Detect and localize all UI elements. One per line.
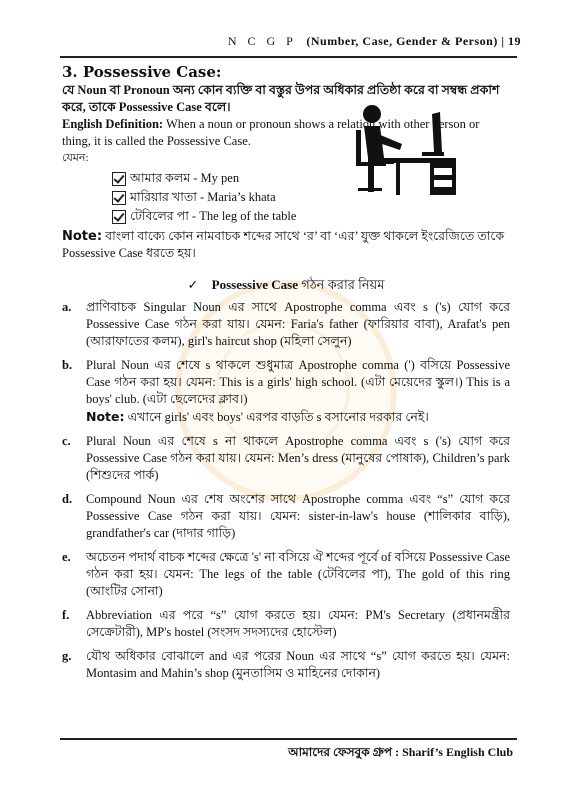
rules-heading-bn: গঠন করার নিয়ম bbox=[301, 277, 385, 292]
examples-label: যেমন: bbox=[62, 152, 89, 164]
note-text: বাংলা বাক্যে কোন নামবাচক শব্দের সাথে ‘র’ বা ‘এর’ যুক্ত থাকলে ইংরেজিতে তাকে Possessive Case ধরতে হয়। bbox=[62, 229, 505, 260]
example-text: মারিয়ার খাতা - Maria’s khata bbox=[130, 190, 276, 204]
en-definition-paragraph bbox=[62, 116, 510, 150]
checkmark-icon: ✓ bbox=[187, 277, 199, 292]
page-header bbox=[228, 34, 521, 49]
rule-letter: c. bbox=[62, 434, 71, 448]
content-area bbox=[62, 62, 510, 689]
rule-item bbox=[62, 648, 510, 682]
section-title: 3. Possessive Case: bbox=[62, 63, 222, 81]
rule-text: Plural Noun এর শেষে s না থাকলে Apostrophe comma এবং s ('s) যোগ করে Possessive Case গঠন করা যায়। যেমন: Men’s dress (মানুষের পোষাক), Children’s park (শিশুদের পার্ক) bbox=[86, 434, 510, 482]
checkbox-tick-icon bbox=[112, 210, 126, 224]
footer-rule bbox=[60, 738, 517, 740]
checkbox-tick-icon bbox=[112, 191, 126, 205]
rule-note-text: এখানে girls' এবং boys' এরপর বাড়তি s বসানোর দরকার নেই। bbox=[127, 410, 429, 424]
example-text: আমার কলম - My pen bbox=[130, 171, 240, 185]
example-item bbox=[112, 207, 510, 226]
rule-letter: d. bbox=[62, 492, 73, 506]
header-series: N C G P bbox=[227, 34, 297, 48]
page-footer: আমাদের ফেসবুক গ্রুপ : Sharif’s English Club bbox=[288, 745, 513, 759]
page-number: | 19 bbox=[501, 34, 521, 48]
bn-definition: যে Noun বা Pronoun অন্য কোন ব্যক্তি বা বস্তুর উপর অধিকার প্রতিষ্ঠা করে বা সম্বন্ধ প্রকাশ করে, তাকে Possessive Case বলে। bbox=[62, 83, 500, 114]
example-item bbox=[112, 169, 510, 188]
en-definition-text: When a noun or pronoun shows a relation with other person or thing, it is called the Possessive Case. bbox=[62, 117, 480, 148]
en-definition-label: English Definition: bbox=[62, 117, 164, 131]
rule-item bbox=[62, 607, 510, 641]
example-text: টেবিলের পা - The leg of the table bbox=[130, 209, 297, 223]
header-topic: (Number, Case, Gender & Person) bbox=[306, 34, 498, 48]
rule-text: যৌথ অধিকার বোঝালে and এর পরের Noun এর সাথে “s” যোগ করতে হয়। যেমন: Montasim and Mahin’s shop (মুনতাসিম ও মাহিনের দোকান) bbox=[86, 649, 510, 680]
example-list bbox=[112, 169, 510, 226]
example-item bbox=[112, 188, 510, 207]
note-label: Note: bbox=[62, 229, 103, 244]
rules-heading-en: Possessive Case bbox=[211, 277, 298, 292]
rule-note-label: Note: bbox=[86, 409, 125, 424]
rule-list bbox=[62, 299, 510, 682]
rule-letter: g. bbox=[62, 649, 72, 663]
rule-text: প্রাণিবাচক Singular Noun এর সাথে Apostrophe comma এবং s ('s) যোগ করে Possessive Case গঠন করা যায়। যেমন: Faria's father (ফারিয়ার বাবা), Arafat's pen (আরাফাতের কলম), girl's haircut shop (মহিলা সেলুন) bbox=[86, 300, 510, 348]
rule-letter: f. bbox=[62, 608, 70, 622]
rule-item bbox=[62, 491, 510, 542]
rule-item bbox=[62, 433, 510, 484]
checkbox-tick-icon bbox=[112, 172, 126, 186]
header-rule bbox=[60, 56, 517, 58]
rule-item bbox=[62, 299, 510, 350]
rule-letter: b. bbox=[62, 358, 73, 372]
rules-heading bbox=[62, 276, 510, 293]
rule-text: Plural Noun এর শেষে s থাকলে শুধুমাত্র Apostrophe comma (') বসিয়ে Possessive Case গঠন করা হয়। যেমন: This is a girls' high school. (এটা মেয়েদের স্কুল।) This is a boys' club. (এটা ছেলেদের ক্লাব।) bbox=[86, 358, 510, 406]
note-paragraph bbox=[62, 228, 510, 262]
rule-text: অচেতন পদার্থ বাচক শব্দের ক্ষেত্রে 's' না বসিয়ে ঐ শব্দের পূর্বে of বসিয়ে Possessive Case গঠন করা হয়। যেমন: The legs of the table (টেবিলের পা), The gold of this ring (আংটির সোনা) bbox=[86, 550, 510, 598]
rule-letter: e. bbox=[62, 550, 71, 564]
rule-text: Abbreviation এর পরে “s” যোগ করতে হয়। যেমন: PM's Secretary (প্রধানমন্ত্রীর সেক্রেটারী), MP's hostel (সংসদ সদস্যদের হোস্টেল) bbox=[86, 608, 510, 639]
rule-item bbox=[62, 357, 510, 426]
rule-letter: a. bbox=[62, 300, 72, 314]
rule-text: Compound Noun এর শেষ অংশের সাথে Apostrophe comma এবং “s” যোগ করে Possessive Case গঠন করা যায়। যেমন: sister-in-law's house (শালিকার বাড়ি), grandfather's car (দাদার গাড়ি) bbox=[86, 492, 510, 540]
rule-item bbox=[62, 549, 510, 600]
rule-text-block bbox=[86, 357, 510, 426]
